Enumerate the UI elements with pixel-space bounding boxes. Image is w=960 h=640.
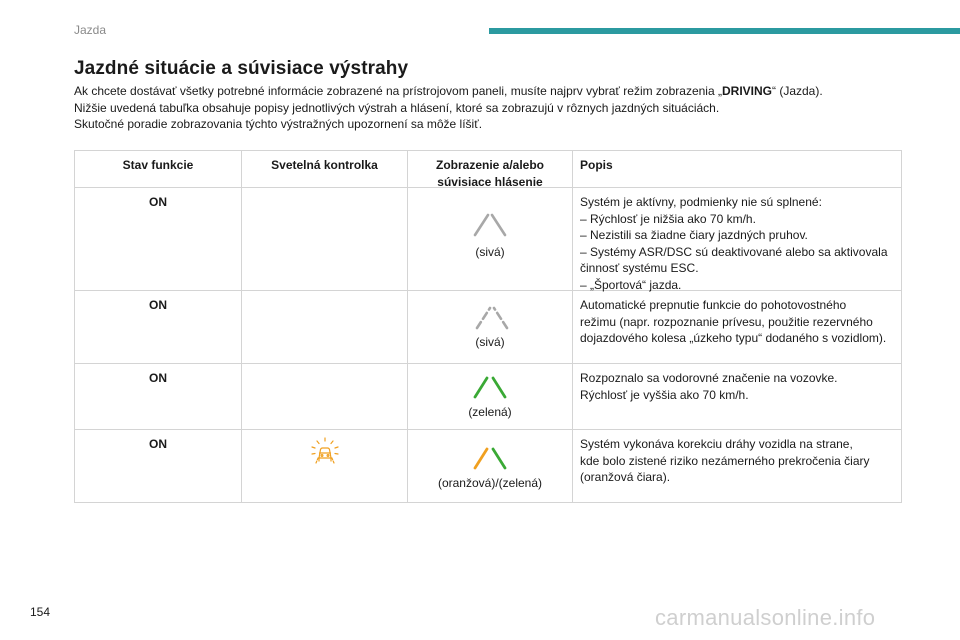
- display-cell: [407, 364, 572, 429]
- page-title: Jazdné situácie a súvisiace výstrahy: [74, 58, 409, 79]
- header-accent-bar: [489, 28, 960, 34]
- lane-lines-icon: [458, 204, 522, 238]
- watermark: carmanualsonline.info: [655, 605, 876, 630]
- header-status: Stav funkcie: [122, 158, 194, 172]
- intro-line-2: Nižšie uvedená tabuľka obsahuje popisy jednotlivých výstrah a hlásení, ktoré sa zobrazujú v rôznych jazdných situáciách.: [74, 100, 720, 115]
- status-cell: ON: [149, 298, 167, 312]
- intro-line-1: [74, 83, 914, 100]
- indicator-cell: [241, 430, 407, 502]
- table-row: [75, 187, 901, 290]
- description-line: Automatické prepnutie funkcie do pohotovostného: [580, 298, 847, 312]
- lane-departure-warning-icon: [309, 436, 341, 466]
- status-cell: ON: [149, 437, 167, 451]
- indicator-cell: [241, 291, 407, 363]
- description-line: činnosť systému ESC.: [580, 261, 699, 275]
- table-row: [75, 290, 901, 363]
- intro-driving-mode: DRIVING: [721, 84, 772, 98]
- description-line: – Systémy ASR/DSC sú deaktivované alebo sa aktivovala: [580, 244, 888, 259]
- color-note: (sivá): [475, 245, 505, 259]
- display-cell: [407, 430, 572, 502]
- description-cell: [572, 430, 901, 502]
- header-display-line-2: súvisiace hlásenie: [437, 174, 543, 189]
- table-header-row: [75, 151, 901, 187]
- status-cell: ON: [149, 371, 167, 385]
- section-label: Jazda: [74, 23, 107, 37]
- description-line: dojazdového kolesa „úzkeho typu“ dodaného s vozidlom).: [580, 331, 887, 345]
- description-line: Rozpoznalo sa vodorovné značenie na vozovke.: [580, 371, 838, 385]
- description-line: (oranžová čiara).: [580, 470, 671, 484]
- description-line: kde bolo zistené riziko nezámerného prekročenia čiary: [580, 453, 870, 468]
- lane-lines-green-icon: [458, 374, 522, 400]
- header-display: [407, 151, 572, 187]
- page-number: 154: [30, 605, 51, 619]
- description-cell: [572, 291, 901, 363]
- header-indicator: Svetelná kontrolka: [241, 151, 407, 187]
- description-line: Systém je aktívny, podmienky nie sú splnené:: [580, 195, 822, 209]
- description-line: – „Športová“ jazda.: [580, 277, 682, 292]
- header-description: Popis: [572, 151, 901, 187]
- description-line: Rýchlosť je vyššia ako 70 km/h.: [580, 387, 749, 402]
- display-cell: [407, 291, 572, 363]
- indicator-cell: [241, 364, 407, 429]
- description-line: režimu (napr. rozpoznanie prívesu, použitie rezervného: [580, 314, 873, 329]
- warnings-table: [74, 150, 902, 503]
- lane-lines-orange-green-icon: [458, 442, 522, 472]
- intro-line-1-post: “ (Jazda).: [772, 84, 823, 98]
- description-line: – Rýchlosť je nižšia ako 70 km/h.: [580, 211, 756, 226]
- intro-text: [74, 83, 914, 133]
- color-note: (zelená): [468, 405, 512, 419]
- description-line: Systém vykonáva korekciu dráhy vozidla na strane,: [580, 437, 853, 451]
- description-cell: [572, 188, 901, 290]
- header-display-line-1: Zobrazenie a/alebo: [435, 158, 545, 172]
- status-cell: ON: [149, 195, 167, 209]
- description-line: – Nezistili sa žiadne čiary jazdných pruhov.: [580, 228, 808, 242]
- table-row: [75, 429, 901, 502]
- indicator-cell: [241, 188, 407, 290]
- intro-line-1-pre: Ak chcete dostávať všetky potrebné informácie zobrazené na prístrojovom paneli, musíte najprv vybrať režim zobrazenia „: [74, 84, 722, 98]
- description-cell: [572, 364, 901, 429]
- display-cell: [407, 188, 572, 290]
- lane-lines-dashed-icon: [458, 301, 522, 331]
- intro-line-3: Skutočné poradie zobrazovania týchto výstražných upozornení sa môže líšiť.: [74, 117, 483, 131]
- color-note: (sivá): [475, 335, 505, 349]
- table-row: [75, 363, 901, 429]
- color-note: (oranžová)/(zelená): [437, 476, 543, 490]
